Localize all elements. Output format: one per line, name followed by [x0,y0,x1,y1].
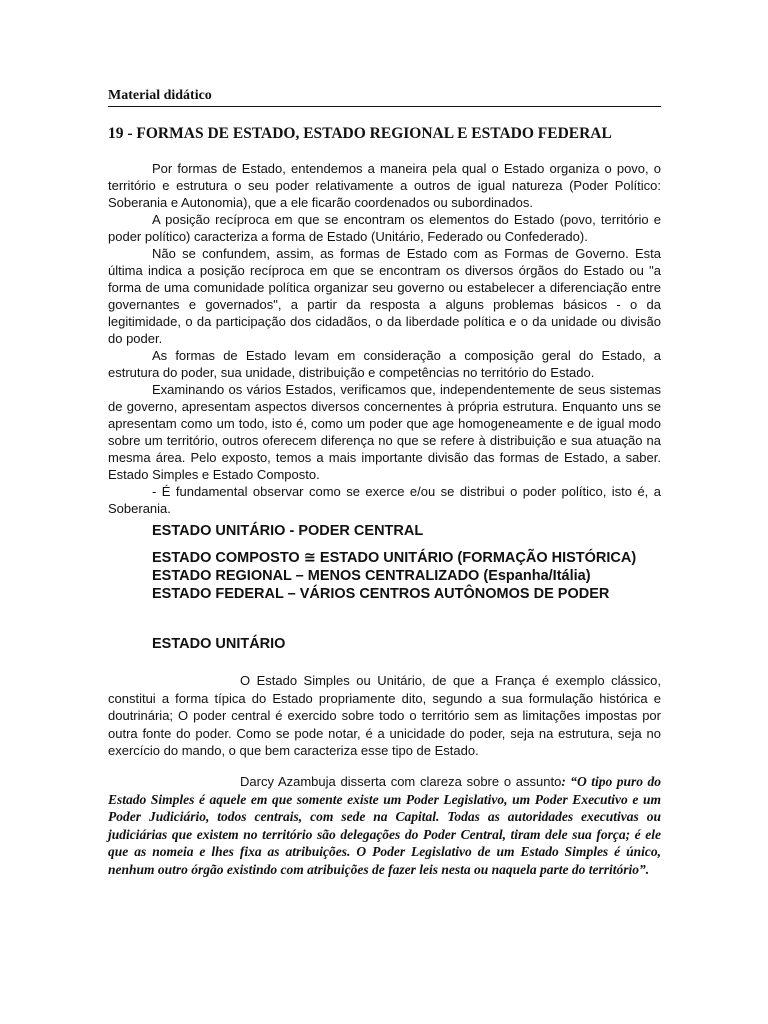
section-title: ESTADO UNITÁRIO [152,636,286,652]
heading-regional: ESTADO REGIONAL – MENOS CENTRALIZADO (Espanha/Itália) [152,568,591,584]
quote-paragraph [108,773,661,878]
paragraph: Examinando os vários Estados, verificamos que, independentemente de seus sistemas de governo, apresentam aspectos diversos concernentes à própria estrutura. Enquanto uns se apresentam como um todo, isto é, como um poder que age homogeneamente e de igual modo sobre um território, outros oferecem diferença no que se refere à distribuição e sua atuação na mesma área. Pelo exposto, temos a mais importante divisão das formas de Estado, a saber. Estado Simples e Estado Composto. [108,382,661,482]
document-header: Material didático [108,88,661,107]
paragraph: Não se confundem, assim, as formas de Estado com as Formas de Governo. Esta última indica a posição recíproca em que se encontram os diversos órgãos do Estado ou "a forma de uma comunidade política organizar seu governo ou estabelecer a diferenciação entre governantes e governados", a partir da resposta a alguns problemas básicos - o da legitimidade, o da participação dos cidadãos, o da liberdade política e o da unidade ou divisão do poder. [108,246,661,346]
intro-text [108,160,661,517]
unitary-text: O Estado Simples ou Unitário, de que a França é exemplo clássico, constitui a forma típica do Estado propriamente dito, segundo a sua formulação histórica e doutrinária; O poder central é exercido sobre todo o território sem as limitações impostas por outra fonte do poder. Como se pode notar, é a unicidade do poder, seja na estrutura, seja no exercício do mando, o que bem caracteriza esse tipo de Estado. [108,673,661,758]
paragraph: As formas de Estado levam em consideração a composição geral do Estado, a estrutura do poder, sua unidade, distribuição e competências no território do Estado. [108,348,661,380]
paragraph: Por formas de Estado, entendemos a maneira pela qual o Estado organiza o povo, o território e estrutura o seu poder relativamente a outros de igual natureza (Poder Político: Soberania e Autonomia), que a ele ficarão coordenados ou subordinados. [108,161,661,210]
chapter-title: 19 - FORMAS DE ESTADO, ESTADO REGIONAL E ESTADO FEDERAL [108,125,612,142]
paragraph: A posição recíproca em que se encontram os elementos do Estado (povo, território e poder político) caracteriza a forma de Estado (Unitário, Federado ou Confederado). [108,212,661,244]
quote-intro: Darcy Azambuja disserta com clareza sobre o assunto [240,774,562,789]
heading-composite: ESTADO COMPOSTO ≅ ESTADO UNITÁRIO (FORMAÇÃO HISTÓRICA) [152,550,637,566]
quote-text: : “O tipo puro do Estado Simples é aquele em que somente existe um Poder Legislativo, um Poder Executivo e um Poder Judiciário, todos centrais, com sede na Capital. Todas as autoridades executivas ou judiciárias que existem no território são delegações do Poder Central, tiram dele sua força; é ele que as nomeia e lhes fixa as atribuições. O Poder Legislativo de um Estado Simples é único, nenhum outro órgão existindo com atribuições de fazer leis nesta ou naquela parte do território”. [108,774,662,877]
heading-unitary: ESTADO UNITÁRIO - PODER CENTRAL [152,523,424,539]
unitary-paragraph [108,672,661,760]
heading-federal: ESTADO FEDERAL – VÁRIOS CENTROS AUTÔNOMOS DE PODER [152,586,610,602]
paragraph: - É fundamental observar como se exerce e/ou se distribui o poder político, isto é, a Soberania. [108,484,661,516]
state-forms-list [152,522,652,603]
